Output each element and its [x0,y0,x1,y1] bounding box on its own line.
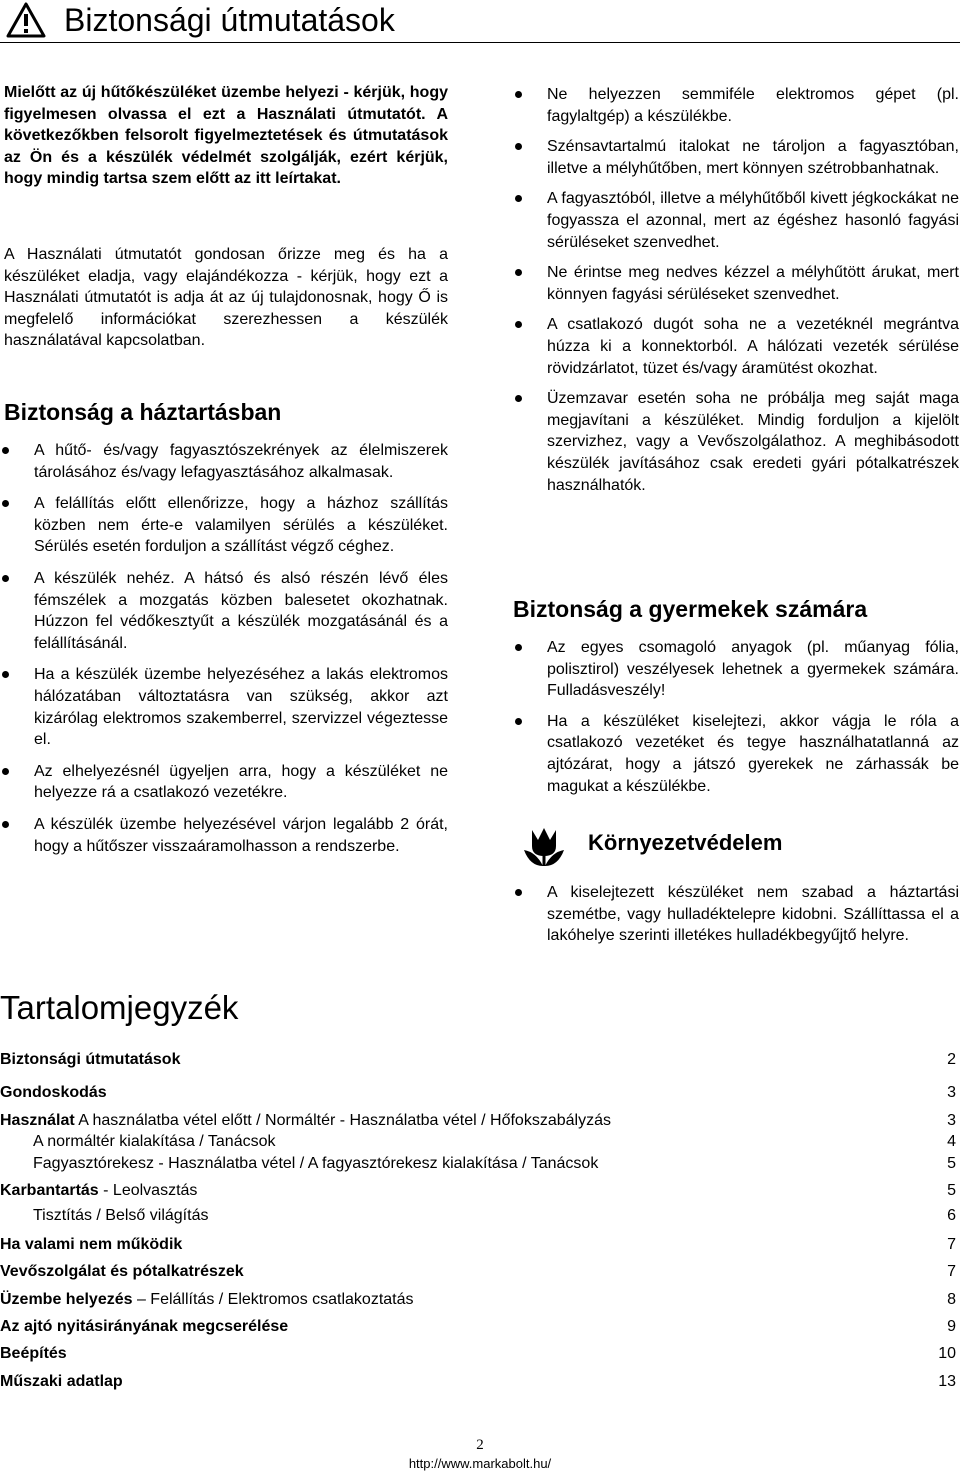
toc-row [0,1110,956,1132]
list-item: Ne érintse meg nedves kézzel a mélyhűtött árukat, mert könnyen fagyási sérüléseket szenvedhet. [513,262,959,305]
toc-row [0,1289,956,1311]
list-item: A készülék nehéz. A hátsó és alsó részén lévő éles fémszélek a mozgatás közben balesetet okozhatnak. Húzzon fel védőkesztyűt a készülék mozgatásánál és a felállításánál. [0,568,448,654]
toc-row [0,1371,956,1393]
warning-triangle-icon [6,2,46,38]
toc-entry-bold: Ha valami nem működik [0,1236,183,1253]
page-title: Biztonsági útmutatások [64,2,395,38]
household-safety-heading: Biztonság a háztartásban [4,399,282,425]
toc-row [0,1049,956,1071]
list-item: Ha a készülék üzembe helyezéséhez a lakás elektromos hálózatában változtatásra van szükség, akkor azt kizárólag elektromos szakemberrel, szervizzel végeztesse el. [0,664,448,750]
toc-entry-label [0,1261,244,1283]
toc-row [0,1343,956,1365]
toc-row [0,1205,956,1227]
toc-entry-bold: Biztonsági útmutatások [0,1051,181,1068]
toc-entry-label [0,1316,288,1338]
list-item: A csatlakozó dugót soha ne a vezetéknél megrántva húzza ki a konnektorból. A hálózati vezeték sérülése rövidzárlatot, tüzet és/vagy áramütést okozhat. [513,314,959,379]
toc-entry-label [0,1082,107,1104]
list-item: Ne helyezzen semmiféle elektromos gépet (pl. fagylaltgép) a készülékbe. [513,84,959,127]
toc-row [0,1131,956,1153]
toc-page-number: 3 [947,1084,956,1101]
toc-entry-subtitle: - Leolvasztás [98,1182,198,1199]
toc-entry-label [0,1343,67,1365]
toc-row [0,1234,956,1256]
toc-row [0,1180,956,1202]
list-item: A hűtő- és/vagy fagyasztószekrények az élelmiszerek tárolásához és/vagy lefagyasztásához alkalmasak. [0,440,448,483]
list-item: Ha a készüléket kiselejtezi, akkor vágja le róla a csatlakozó vezetéket és tegye használhatatlanná az ajtózárat, hogy a játszó gyerekek ne zárhassák be magukat a készülékbe. [513,711,959,797]
environment-heading: Környezetvédelem [588,830,783,855]
list-item: A készülék üzembe helyezésével várjon legalább 2 órát, hogy a hűtőszer visszaáramolhasson a rendszerbe. [0,814,448,857]
list-item: Szénsavtartalmú italokat ne tároljon a fagyasztóban, illetve a mélyhűtőben, mert könnyen szétrobbanhatnak. [513,136,959,179]
toc-entry-subtitle: Fagyasztórekesz - Használatba vétel / A fagyasztórekesz kialakítása / Tanácsok [33,1155,599,1172]
toc-entry-label [0,1180,197,1202]
toc-page-number: 4 [947,1133,956,1150]
toc-entry-bold: Üzembe helyezés [0,1291,133,1308]
toc-entry-label [0,1110,611,1132]
toc-row [0,1153,956,1175]
toc-entry-subtitle: Tisztítás / Belső világítás [33,1207,209,1224]
children-safety-heading: Biztonság a gyermekek számára [513,596,868,622]
intro-paragraph: A Használati útmutatót gondosan őrizze meg és ha a készüléket eladja, vagy elajándékozza - kérjük, hogy ezt a Használati útmutatót is adja át az új tulajdonosnak, hogy Ő is megfelelő információkat szerezhessen a készülék használatával kapcsolatban. [4,246,448,350]
toc-entry-label [33,1153,598,1175]
toc-entry-subtitle: – Felállítás / Elektromos csatlakoztatás [132,1291,414,1308]
page-number: 2 [476,1437,484,1453]
toc-entry-subtitle: A használatba vétel előtt / Normáltér - Használatba vétel / Hőfokszabályzás [74,1112,611,1129]
tulip-flower-icon [520,826,574,870]
toc-page-number: 9 [947,1318,956,1335]
toc-entry-label [0,1049,180,1071]
toc-entry-label [33,1205,208,1227]
toc-entry-bold: Karbantartás [0,1182,99,1199]
toc-page-number: 7 [947,1236,956,1253]
children-safety-list [513,637,959,797]
list-item: Üzemzavar esetén soha ne próbálja meg saját maga megjavítani a készüléket. Mindig forduljon a kijelölt szervizhez, vagy a Vevőszolgálathoz. A meghibásodott készülék javításához csak eredeti gyári pótalkatrészek használhatók. [513,388,959,496]
toc-page-number: 5 [947,1182,956,1199]
toc-entry-bold: Használat [0,1112,75,1129]
toc-entry-bold: Az ajtó nyitásirányának megcserélése [0,1318,289,1335]
list-item: A kiselejtezett készüléket nem szabad a háztartási szemétbe, vagy hulladéktelepre kidobni. Szállíttassa el a lakóhelye szerinti illetékes hulladékbegyűjtő helyre. [513,882,959,947]
toc-page-number: 13 [938,1373,956,1390]
environment-list [513,882,959,947]
toc-page-number: 8 [947,1291,956,1308]
toc-entry-bold: Műszaki adatlap [0,1373,123,1390]
toc-entry-bold: Vevőszolgálat és pótalkatrészek [0,1263,244,1280]
toc-entry-bold: Beépítés [0,1345,67,1362]
toc-row [0,1261,956,1283]
household-safety-list [0,440,448,857]
list-item: A felállítás előtt ellenőrizze, hogy a házhoz szállítás közben nem érte-e valamilyen sérülés a készüléket. Sérülés esetén forduljon a szállítást végző céghez. [0,493,448,558]
toc-entry-label [0,1234,182,1256]
toc-entry-label [33,1131,276,1153]
toc-entry-subtitle: A normáltér kialakítása / Tanácsok [33,1133,276,1150]
toc-page-number: 6 [947,1207,956,1224]
page-header [0,0,960,43]
toc-entry-bold: Gondoskodás [0,1084,107,1101]
list-item: Az egyes csomagoló anyagok (pl. műanyag fólia, polisztirol) veszélyesek lehetnek a gyermekek számára. Fulladásveszély! [513,637,959,702]
toc-page-number: 3 [947,1112,956,1129]
intro-bold-paragraph: Mielőtt az új hűtőkészüléket üzembe helyezi - kérjük, hogy figyelmesen olvassa el ezt a Használati útmutatót. A következőkben felsorolt figyelmeztetések és útmutatások az Ön és a készülék védelmét szolgálják, ezért kérjük, hogy mindig tartsa szem előtt az itt leírtakat. [4,84,448,188]
toc-page-number: 5 [947,1155,956,1172]
toc-title: Tartalomjegyzék [0,989,239,1026]
toc-row [0,1316,956,1338]
toc-entry-label [0,1289,414,1311]
list-item: Az elhelyezésnél ügyeljen arra, hogy a készüléket ne helyezze rá a csatlakozó vezetékre. [0,761,448,804]
footer-url: http://www.markabolt.hu/ [408,1456,552,1471]
toc-page-number: 2 [947,1051,956,1068]
toc-page-number: 7 [947,1263,956,1280]
toc-row [0,1082,956,1104]
toc-page-number: 10 [938,1345,956,1362]
general-safety-list [513,84,959,496]
list-item: A fagyasztóból, illetve a mélyhűtőből kivett jégkockákat ne fogyassza el azonnal, mert az égéshez hasonló fagyási sérüléseket szenvedhet. [513,188,959,253]
toc-entry-label [0,1371,123,1393]
